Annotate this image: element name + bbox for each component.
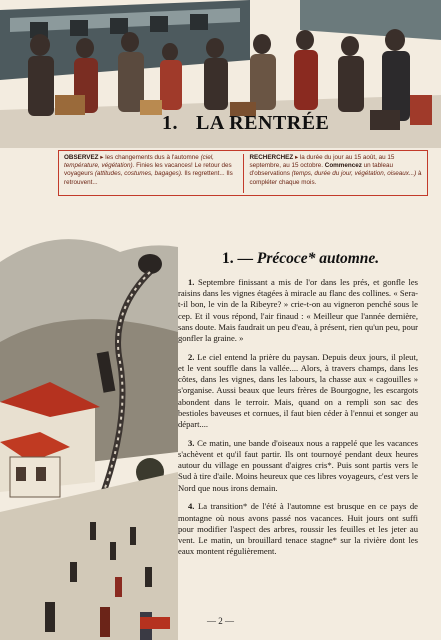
instruction-box [58, 150, 428, 196]
chapter-number: 1. [162, 112, 178, 134]
observe-text-2: Finies les vacances! Le retour des voyageurs [64, 162, 232, 178]
observe-column [64, 154, 244, 193]
research-bold-1: Commencez [324, 162, 362, 170]
research-text-3: à compléter chaque mois. [249, 170, 422, 186]
paragraph-text: Le ciel entend la prière du paysan. Depuis deux jours, il pleut, et le vent souffle dans la vallée.... Alors, à travers champs, dans les côtes, dans les vignes, dans les labours, la chasse aux « cagouilles » s'organise. Aussi beaux que leurs frères de Bourgogne, les escargots abondent dans le terroir. Mais, quand on a rempli son sac des bestioles baveuses et cornues, il faut bien céder à l'ennui et songer au départ.... [178, 351, 418, 430]
research-column [250, 154, 424, 193]
paragraph-2 [178, 352, 418, 430]
research-italic-1: (temps, durée du jour, végétation, oiseaux...) [291, 170, 417, 178]
research-label: RECHERCHEZ [249, 154, 294, 161]
body-text [178, 277, 418, 565]
observe-italic-2: (attitudes, costumes, bagages). [94, 170, 183, 178]
paragraph-number: 1. [188, 277, 195, 287]
paragraph-text: Septembre finissant a mis de l'or dans les prés, et gonfle les raisins dans les vignes étagées à miracle au flanc des collines. « Sera-t-il bon, le vin de la Ribeyre? » crie-t-on au vigneron penché sous le cep. Et il vous répond, l'air finaud : « Meilleur que l'année dernière, sans doute. Mais faudrait un peu d'eau, à présent, rien qu'un peu, pour gonfler la graine. » [178, 277, 418, 344]
observe-italic-1: (ciel, température, végétation). [64, 154, 214, 170]
paragraph-number: 4. [188, 501, 195, 512]
chapter-title [162, 112, 412, 142]
chapter-title-text: LA RENTRÉE [196, 112, 330, 134]
paragraph-text: Ce matin, une bande d'oiseaux nous a rappelé que les vacances s'achèvent et qu'il faut partir. Ils ont tournoyé pendant deux heures autour du village en poussant d'aigres cris*. Puis sont partis vers le Sud à tire d'aile. Moins heureux que ces libres voyageurs, c'est vers le Nord que nous irons demain. [178, 437, 418, 493]
research-text-1: ▸ la durée du jour au 15 août, au 15 septembre, au 15 octobre. [249, 154, 395, 170]
observe-label: OBSERVEZ [64, 154, 99, 161]
observe-text-1: ▸ les changements dus à l'automne [98, 154, 201, 161]
railway-valley-illustration [0, 222, 178, 640]
research-text-2: un tableau d'observations [249, 162, 394, 178]
section-number: 1. — [222, 250, 253, 267]
paragraph-number: 2. [188, 351, 195, 362]
section-heading [222, 250, 422, 268]
section-title-text: Précoce* automne. [256, 250, 380, 267]
paragraph-3 [178, 438, 418, 494]
page-number: — 2 — [207, 616, 234, 626]
paragraph-text: La transition* de l'été à l'automne est brusque en ce pays de montagne où nous avons passé nos vacances. Huit jours ont suffi pour modifier l'aspect des arbres, roussir les feuilles et les jeter au vent. Le matin, un brouillard tenace stagne* sur la rivière dont les eaux montent régulièrement. [178, 501, 418, 557]
paragraph-number: 3. [188, 437, 195, 448]
paragraph-1 [178, 277, 418, 344]
observe-text-3: Ils regrettent... Ils retrouvent... [64, 170, 233, 186]
paragraph-4 [178, 501, 418, 557]
